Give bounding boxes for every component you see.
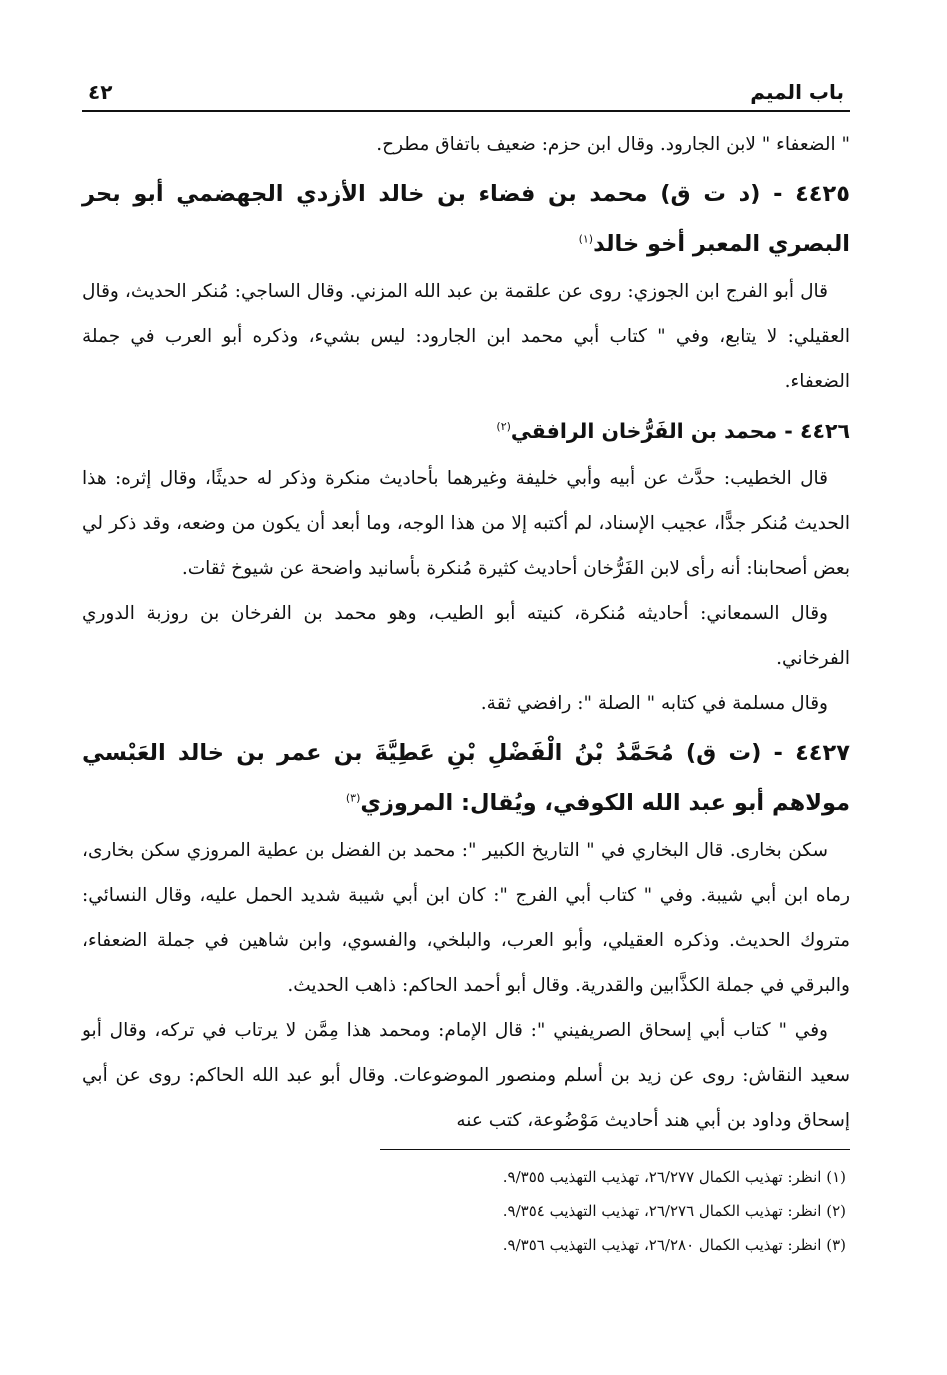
book-page (82, 60, 850, 1262)
entry-title: ٤٤٢٧ - (ت ق) مُحَمَّدُ بْنُ الْفَضْلِ بْنِ عَطِيَّةَ بن عمر بن خالد العَبْسي مولاهم أبو عبد الله الكوفي، ويُقال: المروزي (82, 740, 850, 816)
footnotes (82, 1160, 850, 1262)
entry-heading-4427 (82, 728, 850, 828)
paragraph: " الضعفاء " لابن الجارود. وقال ابن حزم: ضعيف باتفاق مطرح. (376, 134, 850, 155)
paragraph: قال الخطيب: حدَّث عن أبيه وأبي خليفة وغيرهما بأحاديث منكرة وذكر له حديثًا، وقال إثره: هذا الحديث مُنكر جدًّا، عجيب الإسناد، لم أكتبه إلا من هذا الوجه، وما أبعد أن يكون من وضعه، وقد ذكر لي بعض أصحابنا: أنه رأى لابن الفَرُّخان أحاديث كثيرة مُنكرة بأسانيد واضحة عن شيوخ ثقات. (82, 468, 850, 579)
paragraph: وقال السمعاني: أحاديثه مُنكرة، كنيته أبو الطيب، وهو محمد بن الفرخان بن روزبة الدوري الفرخاني. (82, 603, 850, 669)
page-body (82, 122, 850, 1143)
footnote-marker: (٣) (345, 791, 361, 805)
chapter-title: باب الميم (750, 80, 844, 104)
footnote-marker: (١) (578, 232, 594, 246)
entry-heading-4425 (82, 169, 850, 269)
footnote-marker: (٢) (496, 420, 511, 434)
paragraph: سكن بخارى. قال البخاري في " التاريخ الكبير ": محمد بن الفضل بن عطية المروزي سكن بخارى، رماه ابن أبي شيبة. وفي " كتاب أبي الفرج ": كان ابن أبي شيبة شديد الحمل عليه، وقال النسائي: متروك الحديث. وذكره العقيلي، وأبو العرب، والبلخي، والفسوي، وابن شاهين في جملة الضعفاء، والبرقي في جملة الكذَّابين والقدرية. وقال أبو أحمد الحاكم: ذاهب الحديث. (82, 840, 850, 996)
paragraph: وفي " كتاب أبي إسحاق الصريفيني ": قال الإمام: ومحمد هذا مِمَّن لا يرتاب في تركه، وقال أبو سعيد النقاش: روى عن زيد بن أسلم ومنصور الموضوعات. وقال أبو عبد الله الحاكم: روى عن أبي إسحاق وداود بن أبي هند أحاديث مَوْضُوعة، كتب عنه (82, 1020, 850, 1131)
page-header (82, 60, 850, 112)
entry-heading-4426 (82, 406, 850, 456)
footnote-3: (٣) انظر: تهذيب الكمال ٢٦/٢٨٠، تهذيب التهذيب ٩/٣٥٦. (502, 1236, 846, 1254)
footnote-1: (١) انظر: تهذيب الكمال ٢٦/٢٧٧، تهذيب التهذيب ٩/٣٥٥. (502, 1168, 846, 1186)
footnote-2: (٢) انظر: تهذيب الكمال ٢٦/٢٧٦، تهذيب التهذيب ٩/٣٥٤. (502, 1202, 846, 1220)
page-number: ٤٢ (88, 80, 113, 104)
entry-title: ٤٤٢٦ - محمد بن الفَرُّخان الرافقي (510, 419, 850, 443)
footnote-separator (380, 1149, 850, 1150)
paragraph: وقال مسلمة في كتابه " الصلة ": رافضي ثقة. (480, 693, 828, 714)
paragraph: قال أبو الفرج ابن الجوزي: روى عن علقمة بن عبد الله المزني. وقال الساجي: مُنكر الحديث، وقال العقيلي: لا يتابع، وفي " كتاب أبي محمد ابن الجارود: ليس بشيء، وذكره أبو العرب في جملة الضعفاء. (82, 281, 850, 392)
entry-title: ٤٤٢٥ - (د ت ق) محمد بن فضاء بن خالد الأزدي الجهضمي أبو بحر البصري المعبر أخو خالد (82, 181, 850, 257)
